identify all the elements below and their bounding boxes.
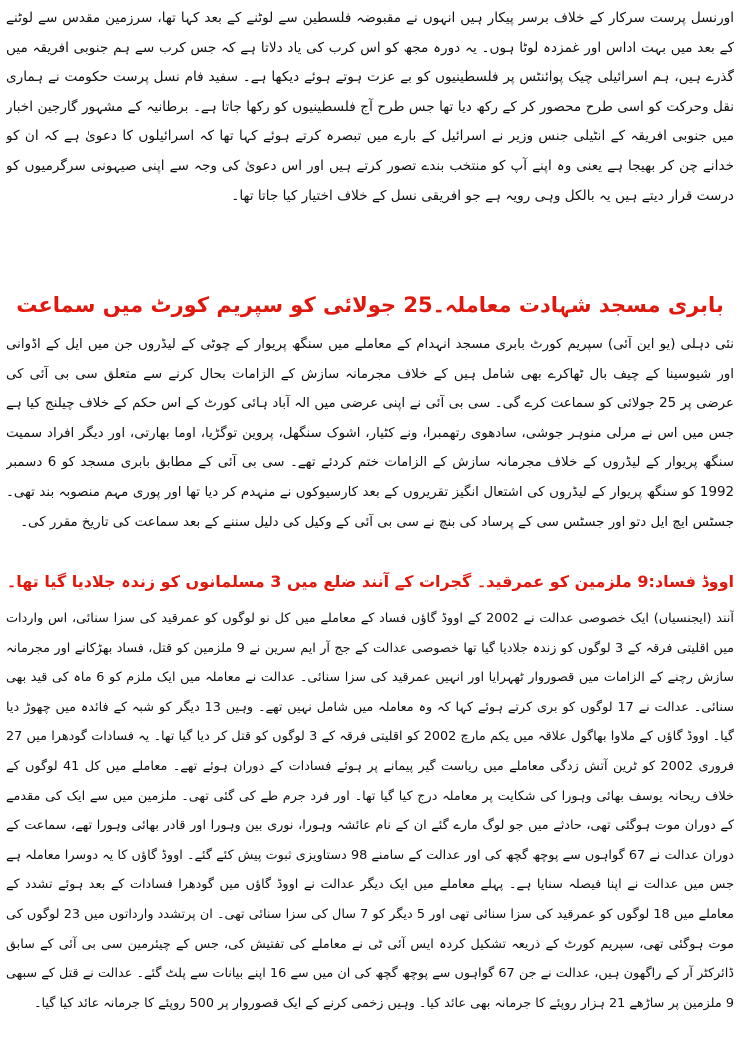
ode-riot-body: آنند (ایجنسیاں) ایک خصوصی عدالت نے 2002 کے اووڈ گاؤں فساد کے معاملے میں کل نو لوگوں کو عمرقید کی سزا سنائی، اس واردات میں اقلیتی فرقہ کے 3 لوگوں کو زندہ جلادیا گیا تھا خصوصی عدالت کے جج آر ایم سرین نے 9 ملزمین کو قتل، فساد بھڑکانے اور مجرمانہ سازش رچنے کے الزامات میں قصوروار ٹھہرایا اور انہیں عمرقید کی سزا سنائی۔ عدالت نے معاملہ میں ایک ملزم کو 6 ماہ کی قید بھی سنائی۔ عدالت نے 17 لوگوں کو بری کرتے ہوئے کہا کہ وہ معاملہ میں شامل نہیں تھے۔ وہیں 13 دیگر کو شبہ کے فائدہ میں چھوڑ دیا گیا۔ اووڈ گاؤں کے ملاوا بھاگول علاقہ میں یکم مارچ 2002 کو اقلیتی فرقہ کے 3 لوگوں کو قتل کر دیا گیا تھا۔ یہ فسادات گودھرا میں 27 فروری 2002 کو ٹرین آتش زدگی معاملے میں ریاست گیر پیمانے پر ہوئے فسادات کے دوران ہوئے تھے۔ معاملے میں کل 41 لوگوں کے خلاف ریحانہ یوسف بھائی وہورا کی شکایت پر معاملہ درج کیا گیا تھا۔ اور فرد جرم طے کی گئی تھی۔ ملزمین میں سے ایک کی مقدمے کے دوران موت ہوگئی تھی، حادثے میں جو لوگ مارے گئے ان کے نام عائشہ وہورا، نوری بین وہورا اور قادر بھائی وہورا تھے، سماعت کے دوران عدالت نے 67 گواہوں سے پوچھ گچھ کی اور عدالت کے سامنے 98 دستاویزی ثبوت پیش کئے گئے۔ اووڈ گاؤں کا یہ دوسرا معاملہ ہے جس میں عدالت نے اپنا فیصلہ سنایا ہے۔ پہلے معاملے میں ایک دیگر عدالت نے اووڈ گاؤں میں گودھرا فسادات کے بعد ہوئے تشدد کے معاملے میں 18 لوگوں کو عمرقید کی سزا سنائی تھی اور 5 دیگر کو 7 سال کی سزا سنائی تھی۔ ان پرتشدد وارداتوں میں 23 لوگوں کی موت ہوگئی تھی، سپریم کورٹ کے ذریعہ تشکیل کردہ ایس آئی ٹی نے معاملے کی تفتیش کی، جس کے چیئرمین سی بی آئی کے سابق ڈائرکٹر آر کے راگھون ہیں، عدالت نے جن 67 گواہوں سے پوچھ گچھ کی ان میں سے 16 اپنے بیانات سے پلٹ گئے۔ عدالت نے قتل کے سبھی 9 ملزمین پر ساڑھے 21 ہزار روپئے کا جرمانہ بھی عائد کیا۔ وہیں زخمی کرنے کے ایک قصوروار پر 500 روپئے کا جرمانہ عائد کیا گیا۔ <box>6 611 734 1011</box>
babri-masjid-body: نئی دہلی (یو این آئی) سپریم کورٹ بابری مسجد انہدام کے معاملے میں سنگھ پریوار کے چوٹی کے لیڈروں جن میں ایل کے اڈوانی اور شیوسینا کے چیف بال ٹھاکرے بھی شامل ہیں کے خلاف مجرمانہ سازش کے الزامات بحال کرنے سے متعلق سی بی آئی کی عرضی پر 25 جولائی کو سماعت کرے گی۔ سی بی آئی نے اپنی عرضی میں الہ آباد ہائی کورٹ کے اس حکم کے خلاف چیلنج کیا ہے جس میں اس نے مرلی منوہر جوشی، سادھوی رتھمبرا، ونے کٹیار، اشوک سنگھل، پروین توگڑیا، اوما بھارتی، اور دیگر افراد سمیت سنگھ پریوار کے لیڈروں کے خلاف مجرمانہ سازش کے الزامات ختم کردئے تھے۔ سی بی آئی کے مطابق بابری مسجد کو 6 دسمبر 1992 کو سنگھ پریوار کے لیڈروں کی اشتعال انگیز تقریروں کے بعد کارسیوکوں نے منہدم کر دیا تھا اور پوری مہم منصوبہ بند تھی۔ جسٹس ایچ ایل دتو اور جسٹس سی کے پرساد کی بنچ نے سی بی آئی کے وکیل کی دلیل سننے کے بعد سماعت کی تاریخ مقرر کی۔ <box>6 337 734 530</box>
article-1-body: اورنسل پرست سرکار کے خلاف برسر پیکار ہیں انہوں نے مقبوضہ فلسطین سے لوٹنے کے بعد کہا تھا، سرزمین مقدس سے لوٹنے کے بعد میں بہت اداس اور غمزدہ لوٹا ہوں۔ یہ دورہ مجھ کو اس کرب کی یاد دلاتا ہے کہ جس کرب سے ہم جنوبی افریقہ میں گذرے ہیں، ہم اسرائیلی چیک پوائنٹس پر فلسطینیوں کو بے عزت ہوتے ہوئے دیکھا ہے۔ سفید فام نسل پرست حکومت نے ہماری نقل وحرکت کو اسی طرح محصور کر کے رکھ دیا تھا جس طرح آج فلسطینیوں کو رکھا جاتا ہے۔ برطانیہ کے مشہور گارجین اخبار میں جنوبی افریقہ کے انٹیلی جنس وزیر نے اسرائیل کے بارے میں تبصرہ کرتے ہوئے کہا تھا کہ اسرائیلوں کا دعویٰ ہے کہ ان کو خدانے چن کر بھیجا ہے یعنی وہ اپنے آپ کو منتخب بندے تصور کرتے ہیں اور اس دعویٰ کی وجہ سے اپنی صیہونی سرگرمیوں کو درست قرار دیتے ہیں یہ بالکل وہی رویہ ہے جو افریقی نسل کے خلاف اختیار کیا جاتا تھا۔ <box>6 10 734 204</box>
newspaper-page <box>6 4 734 1044</box>
ode-riot-headline: اووڈ فساد:9 ملزمین کو عمرقید۔ گجرات کے آنند ضلع میں 3 مسلمانوں کو زندہ جلادیا گیا تھا۔ <box>6 572 734 591</box>
babri-masjid-headline: بابری مسجد شہادت معاملہ۔25 جولائی کو سپریم کورٹ میں سماعت <box>16 293 724 317</box>
